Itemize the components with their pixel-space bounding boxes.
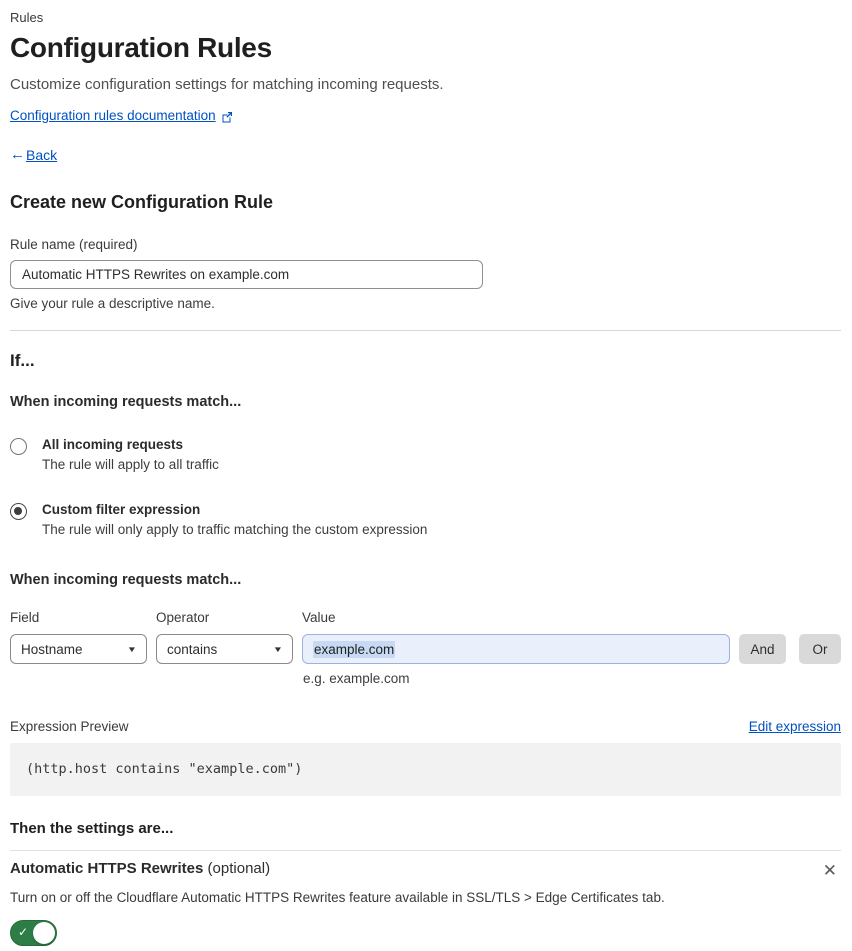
value-label: Value [302, 610, 336, 625]
operator-select-value: contains [167, 641, 218, 657]
rule-name-input[interactable] [10, 260, 483, 289]
expression-preview-block [10, 743, 841, 796]
rule-name-label: Rule name (required) [10, 237, 138, 252]
back-arrow-icon: ← [10, 146, 25, 163]
back-link[interactable]: Back [26, 146, 58, 163]
documentation-link-row [10, 108, 841, 123]
radio-custom-filter-expression[interactable] [10, 502, 841, 537]
and-button[interactable]: And [739, 634, 786, 664]
expression-code: (http.host contains "example.com") [26, 761, 303, 777]
radio-all-incoming-requests[interactable] [10, 437, 841, 472]
operator-label: Operator [156, 610, 210, 625]
setting-title-name: Automatic HTTPS Rewrites [10, 860, 204, 877]
page-subtitle: Customize configuration settings for matching incoming requests. [10, 76, 444, 93]
field-select[interactable] [10, 634, 147, 664]
value-input-text: example.com [314, 641, 395, 657]
setting-description: Turn on or off the Cloudflare Automatic HTTPS Rewrites feature available in SSL/TLS > Edge Certificates tab. [10, 890, 665, 905]
match-type-heading: When incoming requests match... [10, 394, 242, 410]
setting-divider [10, 850, 841, 851]
radio-description: The rule will apply to all traffic [42, 457, 219, 472]
expression-preview-header [10, 719, 841, 734]
radio-selected-icon[interactable] [10, 503, 27, 520]
expression-preview-label: Expression Preview [10, 719, 129, 734]
if-heading: If... [10, 351, 35, 370]
check-icon: ✓ [18, 925, 29, 939]
rule-name-help: Give your rule a descriptive name. [10, 296, 215, 311]
breadcrumb: Rules [10, 10, 44, 25]
then-settings-heading: Then the settings are... [10, 820, 174, 837]
builder-controls-row [10, 634, 841, 664]
radio-label: All incoming requests [42, 437, 184, 452]
builder-labels-row [10, 610, 841, 625]
setting-title [10, 860, 270, 877]
external-link-icon [221, 111, 233, 123]
radio-label: Custom filter expression [42, 502, 201, 517]
automatic-https-rewrites-toggle[interactable] [10, 920, 57, 946]
field-label: Field [10, 610, 40, 625]
field-select-value: Hostname [21, 641, 83, 657]
setting-title-suffix: (optional) [207, 860, 271, 877]
page-title: Configuration Rules [10, 32, 272, 63]
expression-builder-heading: When incoming requests match... [10, 572, 242, 588]
section-divider [10, 330, 841, 331]
close-icon[interactable]: ✕ [819, 862, 841, 879]
radio-description: The rule will only apply to traffic matching the custom expression [42, 522, 428, 537]
value-input[interactable] [302, 634, 730, 664]
create-rule-heading: Create new Configuration Rule [10, 192, 274, 212]
chevron-down-icon: ▼ [126, 644, 138, 654]
setting-header [10, 860, 841, 879]
operator-select[interactable] [156, 634, 293, 664]
edit-expression-link[interactable]: Edit expression [748, 719, 841, 734]
back-link-row [10, 146, 841, 163]
documentation-link[interactable]: Configuration rules documentation [10, 108, 216, 123]
match-type-radio-group [10, 437, 841, 537]
toggle-knob [33, 922, 55, 944]
radio-unselected-icon[interactable] [10, 438, 27, 455]
or-button[interactable]: Or [799, 634, 841, 664]
chevron-down-icon: ▼ [272, 644, 284, 654]
value-help-text: e.g. example.com [303, 671, 410, 686]
